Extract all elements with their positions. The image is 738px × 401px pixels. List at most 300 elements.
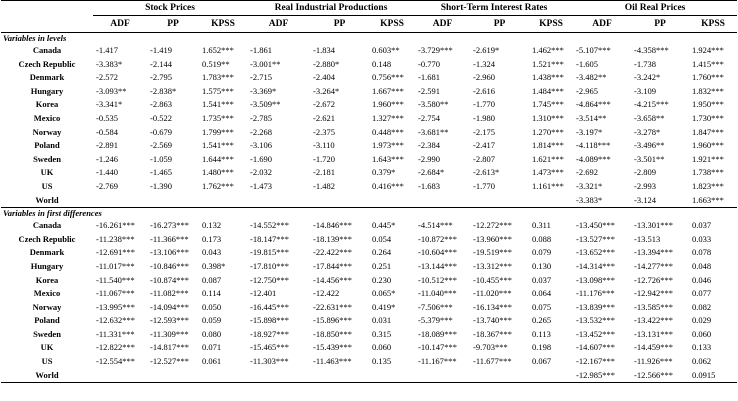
stat-cell: -1.390 bbox=[150, 180, 172, 191]
stat-cell: -10.846*** bbox=[150, 260, 189, 271]
stat-cell bbox=[470, 194, 529, 208]
stat-cell: -10.512*** bbox=[418, 274, 457, 285]
country-name: US bbox=[41, 180, 53, 191]
stat-cell: -2.965 bbox=[576, 85, 598, 96]
stat-cell: -13.450*** bbox=[576, 220, 615, 231]
stat-cell bbox=[415, 194, 470, 208]
group-short-term-interest-rates: Short-Term Interest Rates bbox=[415, 1, 573, 16]
stat-cell: -1.738 bbox=[634, 58, 656, 69]
stat-cell: -13.131*** bbox=[634, 328, 673, 339]
stat-cell: 0.061 bbox=[202, 356, 222, 367]
stat-cell: 0.398* bbox=[202, 260, 226, 271]
country-name: Hungary bbox=[30, 85, 64, 96]
stat-cell: -12.985*** bbox=[573, 369, 631, 383]
stat-cell: 0.148 bbox=[372, 58, 392, 69]
table-row bbox=[1, 85, 737, 99]
stat-cell: -11.176*** bbox=[576, 288, 615, 299]
stat-cell: -3.383* bbox=[573, 194, 631, 208]
stat-cell: 1.541*** bbox=[202, 99, 234, 110]
country-name: Norway bbox=[32, 126, 62, 137]
stat-cell: 1.745*** bbox=[532, 99, 564, 110]
country-name: Denmark bbox=[29, 247, 65, 258]
stat-cell: -14.094*** bbox=[150, 301, 189, 312]
stat-cell: 1.760*** bbox=[692, 72, 724, 83]
stat-cell: -3.242* bbox=[634, 72, 661, 83]
stat-cell: -2.144 bbox=[150, 58, 172, 69]
stat-cell: -13.394*** bbox=[634, 247, 673, 258]
stat-cell: -3.729*** bbox=[418, 45, 453, 55]
stat-cell: -1.473 bbox=[250, 180, 272, 191]
stat-cell: -2.809 bbox=[634, 167, 656, 178]
stat-cell: 0.519** bbox=[202, 58, 230, 69]
stat-cell: -10.874*** bbox=[150, 274, 189, 285]
stat-cell: -4.358*** bbox=[634, 45, 669, 55]
stat-cell: -2.863 bbox=[150, 99, 172, 110]
corner-cell-sub bbox=[1, 16, 93, 33]
stat-cell: -11.540*** bbox=[96, 274, 135, 285]
stat-cell: -3.197* bbox=[576, 126, 603, 137]
test-header: ADF bbox=[415, 16, 470, 33]
stat-cell: -11.303*** bbox=[250, 356, 289, 367]
table-row bbox=[1, 58, 737, 72]
stat-cell: 0.033 bbox=[692, 233, 712, 244]
stat-cell: -16.445*** bbox=[250, 301, 289, 312]
country-name: Norway bbox=[32, 301, 62, 312]
test-header: KPSS bbox=[689, 16, 737, 33]
stat-cell: -5.107*** bbox=[576, 45, 611, 55]
stat-cell: -17.810*** bbox=[250, 260, 289, 271]
stat-cell: -3.321* bbox=[576, 180, 603, 191]
country-name: Canada bbox=[32, 45, 62, 55]
table-row bbox=[1, 219, 737, 233]
stat-cell: -18.147*** bbox=[250, 233, 289, 244]
stat-cell: 0.031 bbox=[372, 315, 392, 326]
stat-cell bbox=[529, 194, 573, 208]
stat-cell: -15.898*** bbox=[250, 315, 289, 326]
stat-cell: -2.619* bbox=[473, 45, 500, 55]
table-row bbox=[1, 44, 737, 58]
test-header: PP bbox=[310, 16, 369, 33]
stat-cell: -11.926*** bbox=[634, 356, 673, 367]
stat-cell bbox=[310, 369, 369, 383]
levels-section bbox=[1, 33, 737, 208]
stat-cell: -14.846*** bbox=[313, 220, 352, 231]
country-name: Mexico bbox=[33, 112, 61, 123]
stat-cell: -2.880* bbox=[313, 58, 340, 69]
stat-cell: 1.730*** bbox=[692, 112, 724, 123]
table-row bbox=[1, 233, 737, 247]
table-row bbox=[1, 98, 737, 112]
stat-cell: 1.973*** bbox=[372, 140, 404, 151]
stat-cell: 0.264 bbox=[372, 247, 392, 258]
stat-cell: 0.379* bbox=[372, 167, 396, 178]
test-header: KPSS bbox=[529, 16, 573, 33]
stat-cell: -2.621 bbox=[313, 112, 335, 123]
stat-cell: -17.844*** bbox=[313, 260, 352, 271]
stat-cell bbox=[247, 369, 310, 383]
stat-cell: -3.681** bbox=[418, 126, 449, 137]
stat-cell: 0.037 bbox=[692, 220, 712, 231]
stat-cell: 0.132 bbox=[202, 220, 222, 231]
stat-cell: 1.921*** bbox=[692, 153, 724, 164]
stat-cell: -18.367*** bbox=[473, 328, 512, 339]
stat-cell: -2.672 bbox=[313, 99, 335, 110]
country-name: Mexico bbox=[33, 288, 61, 299]
stat-cell: -11.331*** bbox=[96, 328, 135, 339]
stat-cell: 0.311 bbox=[532, 220, 551, 231]
stat-cell: 1.480*** bbox=[202, 167, 234, 178]
country-name: UK bbox=[40, 342, 54, 353]
country-name: UK bbox=[40, 167, 54, 178]
stat-cell: -2.616 bbox=[473, 85, 495, 96]
stat-cell: 0.416*** bbox=[372, 180, 404, 191]
stat-cell: -3.509** bbox=[250, 99, 281, 110]
table-row bbox=[1, 246, 737, 260]
stat-cell: 0.0915 bbox=[689, 369, 737, 383]
stat-cell: -11.366*** bbox=[150, 233, 189, 244]
stat-cell: -13.839*** bbox=[576, 301, 615, 312]
group-oil-real-prices: Oil Real Prices bbox=[573, 1, 737, 16]
stat-cell: -13.144*** bbox=[418, 260, 457, 271]
stat-cell: -2.572 bbox=[96, 72, 118, 83]
stat-cell: 1.783*** bbox=[202, 72, 234, 83]
stat-cell: 1.960*** bbox=[692, 140, 724, 151]
stat-cell: -11.040*** bbox=[418, 288, 457, 299]
stat-cell: -11.167*** bbox=[418, 356, 457, 367]
stat-cell: -1.482 bbox=[313, 180, 335, 191]
stat-cell: 0.135 bbox=[372, 356, 392, 367]
stat-cell: -13.652*** bbox=[576, 247, 615, 258]
stat-cell: 1.738*** bbox=[692, 167, 724, 178]
stat-cell: -4.089*** bbox=[576, 153, 611, 164]
stat-cell: -10.147*** bbox=[418, 342, 457, 353]
stat-cell: -13.740*** bbox=[473, 315, 512, 326]
stat-cell: -3.341* bbox=[96, 99, 123, 110]
stat-cell: 0.048 bbox=[692, 260, 712, 271]
stat-cell: 0.251 bbox=[372, 260, 392, 271]
stat-cell: -11.677*** bbox=[473, 356, 512, 367]
stat-cell: -13.527*** bbox=[576, 233, 615, 244]
group-header-row bbox=[1, 1, 737, 16]
stat-cell: 1.161*** bbox=[532, 180, 564, 191]
stat-cell: -0.584 bbox=[96, 126, 118, 137]
stat-cell: 0.198 bbox=[532, 342, 552, 353]
stat-cell: 1.735*** bbox=[202, 112, 234, 123]
stat-cell: -14.459*** bbox=[634, 342, 673, 353]
stat-cell: -13.960*** bbox=[473, 233, 512, 244]
stat-cell: -3.514** bbox=[576, 112, 607, 123]
table-row bbox=[1, 260, 737, 274]
stat-cell: 1.960*** bbox=[372, 99, 404, 110]
stat-cell: -18.139*** bbox=[313, 233, 352, 244]
stat-cell: -11.017*** bbox=[96, 260, 135, 271]
stat-cell: -13.301*** bbox=[634, 220, 673, 231]
stat-cell: -3.383* bbox=[96, 58, 123, 69]
stat-cell: -18.850*** bbox=[313, 328, 352, 339]
stat-cell: 1.541*** bbox=[202, 140, 234, 151]
stat-cell: -15.439*** bbox=[313, 342, 352, 353]
country-name: Poland bbox=[34, 315, 60, 326]
stat-cell: -3.109 bbox=[634, 85, 656, 96]
stat-cell: -3.369* bbox=[250, 85, 277, 96]
table-row bbox=[1, 153, 737, 167]
stat-cell: 0.060 bbox=[372, 342, 392, 353]
stat-cell: -2.692 bbox=[576, 167, 598, 178]
stat-cell: -4.118*** bbox=[576, 140, 611, 151]
stat-cell: 1.621*** bbox=[532, 153, 564, 164]
stat-cell: 0.067 bbox=[532, 356, 552, 367]
stat-cell: -12.272*** bbox=[473, 220, 512, 231]
stat-cell: -12.822*** bbox=[96, 342, 135, 353]
stat-cell: -3.658** bbox=[634, 112, 665, 123]
stat-cell: 0.037 bbox=[532, 274, 552, 285]
stat-cell: -1.980 bbox=[473, 112, 495, 123]
stat-cell: 1.667*** bbox=[372, 85, 404, 96]
stat-cell: 1.327*** bbox=[372, 112, 404, 123]
stat-cell: -2.375 bbox=[313, 126, 335, 137]
table-row bbox=[1, 139, 737, 153]
stat-cell: 0.029 bbox=[692, 315, 712, 326]
stat-cell: -12.422 bbox=[313, 288, 340, 299]
stat-cell bbox=[199, 369, 247, 383]
stat-cell: 1.950*** bbox=[692, 99, 724, 110]
stat-cell: 0.756*** bbox=[372, 72, 404, 83]
stat-cell: 1.924*** bbox=[692, 45, 724, 55]
table-row bbox=[1, 314, 737, 328]
stat-cell: -2.993 bbox=[634, 180, 656, 191]
table-row bbox=[1, 301, 737, 315]
stat-cell: 0.064 bbox=[532, 288, 552, 299]
stat-cell bbox=[415, 369, 470, 383]
stat-cell: -2.754 bbox=[418, 112, 440, 123]
country-name: Korea bbox=[35, 274, 59, 285]
stat-cell: -2.684* bbox=[418, 167, 445, 178]
country-name: Sweden bbox=[33, 328, 61, 339]
stat-cell: -3.501** bbox=[634, 153, 665, 164]
stat-cell bbox=[369, 194, 415, 208]
country-name: Hungary bbox=[30, 260, 64, 271]
stat-cell: 1.484*** bbox=[532, 85, 564, 96]
stat-cell: -11.082*** bbox=[150, 288, 189, 299]
stat-cell: -18.927*** bbox=[250, 328, 289, 339]
stat-cell: -3.001** bbox=[250, 58, 281, 69]
stat-cell: -3.264* bbox=[313, 85, 340, 96]
stat-cell: 1.762*** bbox=[202, 180, 234, 191]
stat-cell: -2.990 bbox=[418, 153, 440, 164]
stat-cell: -1.681 bbox=[418, 72, 440, 83]
stat-cell: -1.059 bbox=[150, 153, 172, 164]
stat-cell: -2.181 bbox=[313, 167, 335, 178]
stat-cell: -16.134*** bbox=[473, 301, 512, 312]
country-name: US bbox=[41, 356, 53, 367]
stat-cell: -2.591 bbox=[418, 85, 440, 96]
country-name: Poland bbox=[34, 140, 60, 151]
stat-cell: -14.552*** bbox=[250, 220, 289, 231]
stat-cell: -3.110 bbox=[313, 140, 335, 151]
table-row bbox=[1, 71, 737, 85]
country-name: World bbox=[1, 369, 93, 383]
table-row bbox=[1, 287, 737, 301]
stat-cell: -14.817*** bbox=[150, 342, 189, 353]
stat-cell bbox=[310, 194, 369, 208]
stat-cell: 1.644*** bbox=[202, 153, 234, 164]
stat-cell: -2.960 bbox=[473, 72, 495, 83]
stat-cell: -1.720 bbox=[313, 153, 335, 164]
stat-cell: -1.440 bbox=[96, 167, 118, 178]
stat-cell: -12.726*** bbox=[634, 274, 673, 285]
stat-cell: -13.452*** bbox=[576, 328, 615, 339]
stat-cell: -13.995*** bbox=[96, 301, 135, 312]
test-header: PP bbox=[631, 16, 689, 33]
stat-cell: -2.795 bbox=[150, 72, 172, 83]
stat-cell: 0.079 bbox=[532, 247, 552, 258]
stat-cell: 0.265 bbox=[532, 315, 552, 326]
country-name: Czech Republic bbox=[18, 233, 76, 244]
table-row bbox=[1, 369, 737, 383]
stat-cell: -0.770 bbox=[418, 58, 440, 69]
stat-cell: 0.419* bbox=[372, 301, 396, 312]
stat-cell: -12.942*** bbox=[634, 288, 673, 299]
stat-cell: 1.847*** bbox=[692, 126, 724, 137]
stat-cell bbox=[470, 369, 529, 383]
test-header: ADF bbox=[247, 16, 310, 33]
stat-cell: -2.785 bbox=[250, 112, 272, 123]
section-heading-differences bbox=[1, 208, 737, 220]
stat-cell: 0.060 bbox=[692, 328, 712, 339]
group-real-industrial-productions: Real Industrial Productions bbox=[247, 1, 415, 16]
stat-cell: -11.463*** bbox=[313, 356, 352, 367]
stat-cell: 1.814*** bbox=[532, 140, 564, 151]
country-name: Sweden bbox=[33, 153, 61, 164]
stat-cell: 0.113 bbox=[532, 328, 551, 339]
stat-cell: -10.455*** bbox=[473, 274, 512, 285]
stat-cell: 0.080 bbox=[202, 328, 222, 339]
stat-cell: -12.167*** bbox=[576, 356, 615, 367]
stat-cell: -4.215*** bbox=[634, 99, 669, 110]
stat-cell: 0.043 bbox=[202, 247, 222, 258]
stat-cell: -2.268 bbox=[250, 126, 272, 137]
stat-cell: 0.130 bbox=[532, 260, 552, 271]
group-stock-prices: Stock Prices bbox=[93, 1, 247, 16]
stat-cell: -0.679 bbox=[150, 126, 172, 137]
stat-cell: 0.315 bbox=[372, 328, 392, 339]
stat-cell: 1.438*** bbox=[532, 72, 564, 83]
test-header: KPSS bbox=[369, 16, 415, 33]
stat-cell: 1.310*** bbox=[532, 112, 564, 123]
stat-cell: -14.314*** bbox=[576, 260, 615, 271]
stat-cell: -19.519*** bbox=[473, 247, 512, 258]
stat-cell: -4.514*** bbox=[418, 220, 453, 231]
stat-cell: 0.075 bbox=[532, 301, 552, 312]
stat-cell: -1.770 bbox=[473, 99, 495, 110]
stat-cell: 1.415*** bbox=[692, 58, 724, 69]
stat-cell: -1.834 bbox=[313, 45, 335, 55]
stat-cell: -12.632*** bbox=[96, 315, 135, 326]
stat-cell: 0.065* bbox=[372, 288, 396, 299]
section-label: Variables in first differences bbox=[3, 208, 102, 219]
table-row bbox=[1, 355, 737, 369]
stat-cell: 1.575*** bbox=[202, 85, 234, 96]
stat-cell: -3.124 bbox=[631, 194, 689, 208]
test-header: ADF bbox=[573, 16, 631, 33]
stat-cell: 1.643*** bbox=[372, 153, 404, 164]
stat-cell: -2.404 bbox=[313, 72, 335, 83]
test-header-row bbox=[1, 16, 737, 33]
stat-cell: -1.465 bbox=[150, 167, 172, 178]
stat-cell: -12.593*** bbox=[150, 315, 189, 326]
stat-cell: -16.261*** bbox=[96, 220, 135, 231]
stat-cell: -1.417 bbox=[96, 45, 118, 55]
stat-cell: -12.750*** bbox=[250, 274, 289, 285]
stat-cell: -12.554*** bbox=[96, 356, 135, 367]
table-row bbox=[1, 180, 737, 194]
country-name: Czech Republic bbox=[18, 58, 76, 69]
stat-cell: -7.506*** bbox=[418, 301, 453, 312]
stat-cell: 1.663*** bbox=[689, 194, 737, 208]
stat-cell: -1.683 bbox=[418, 180, 440, 191]
stat-cell: 0.173 bbox=[202, 233, 222, 244]
country-name: Canada bbox=[32, 220, 62, 231]
stat-cell: -2.838* bbox=[150, 85, 177, 96]
stat-cell: -3.278* bbox=[634, 126, 661, 137]
stat-cell: 0.046 bbox=[692, 274, 712, 285]
stat-cell: -3.482** bbox=[576, 72, 607, 83]
table-row bbox=[1, 126, 737, 140]
table-row bbox=[1, 166, 737, 180]
table-row bbox=[1, 274, 737, 288]
stat-cell: -2.384 bbox=[418, 140, 440, 151]
country-name: World bbox=[1, 194, 93, 208]
stat-cell: 0.448*** bbox=[372, 126, 404, 137]
stat-cell: -5.379*** bbox=[418, 315, 453, 326]
stat-cell: -3.580** bbox=[418, 99, 449, 110]
country-name: Korea bbox=[35, 99, 59, 110]
stat-cell: -4.864*** bbox=[576, 99, 611, 110]
stat-cell bbox=[529, 369, 573, 383]
stat-cell: -15.465*** bbox=[250, 342, 289, 353]
stat-cell: 0.059 bbox=[202, 315, 222, 326]
stat-cell: -13.098*** bbox=[576, 274, 615, 285]
stat-cell: 0.062 bbox=[692, 356, 712, 367]
stat-cell: 0.082 bbox=[692, 301, 712, 312]
stat-cell: -13.106*** bbox=[150, 247, 189, 258]
stat-cell bbox=[147, 194, 199, 208]
stat-cell: -13.422*** bbox=[634, 315, 673, 326]
stat-cell: -13.532*** bbox=[576, 315, 615, 326]
section-heading-levels bbox=[1, 33, 737, 45]
stat-cell: -3.093** bbox=[96, 85, 127, 96]
stat-cell: -1.246 bbox=[96, 153, 118, 164]
stat-cell: -9.703*** bbox=[473, 342, 508, 353]
stat-cell: 0.087 bbox=[202, 274, 222, 285]
stat-cell: -14.277*** bbox=[634, 260, 673, 271]
stat-cell: -14.607*** bbox=[576, 342, 615, 353]
stat-cell: 0.230 bbox=[372, 274, 392, 285]
stat-cell: 0.078 bbox=[692, 247, 712, 258]
stat-cell: -19.815*** bbox=[250, 247, 289, 258]
stat-cell: -15.896*** bbox=[313, 315, 352, 326]
table-row bbox=[1, 328, 737, 342]
stat-cell: 1.462*** bbox=[532, 45, 564, 55]
stat-cell: -1.861 bbox=[250, 45, 272, 55]
stat-cell: -16.273*** bbox=[150, 220, 189, 231]
stat-cell: -22.422*** bbox=[313, 247, 352, 258]
stat-cell: 1.521*** bbox=[532, 58, 564, 69]
test-header: KPSS bbox=[199, 16, 247, 33]
stat-cell: 0.077 bbox=[692, 288, 712, 299]
stat-cell bbox=[93, 369, 147, 383]
test-header: ADF bbox=[93, 16, 147, 33]
